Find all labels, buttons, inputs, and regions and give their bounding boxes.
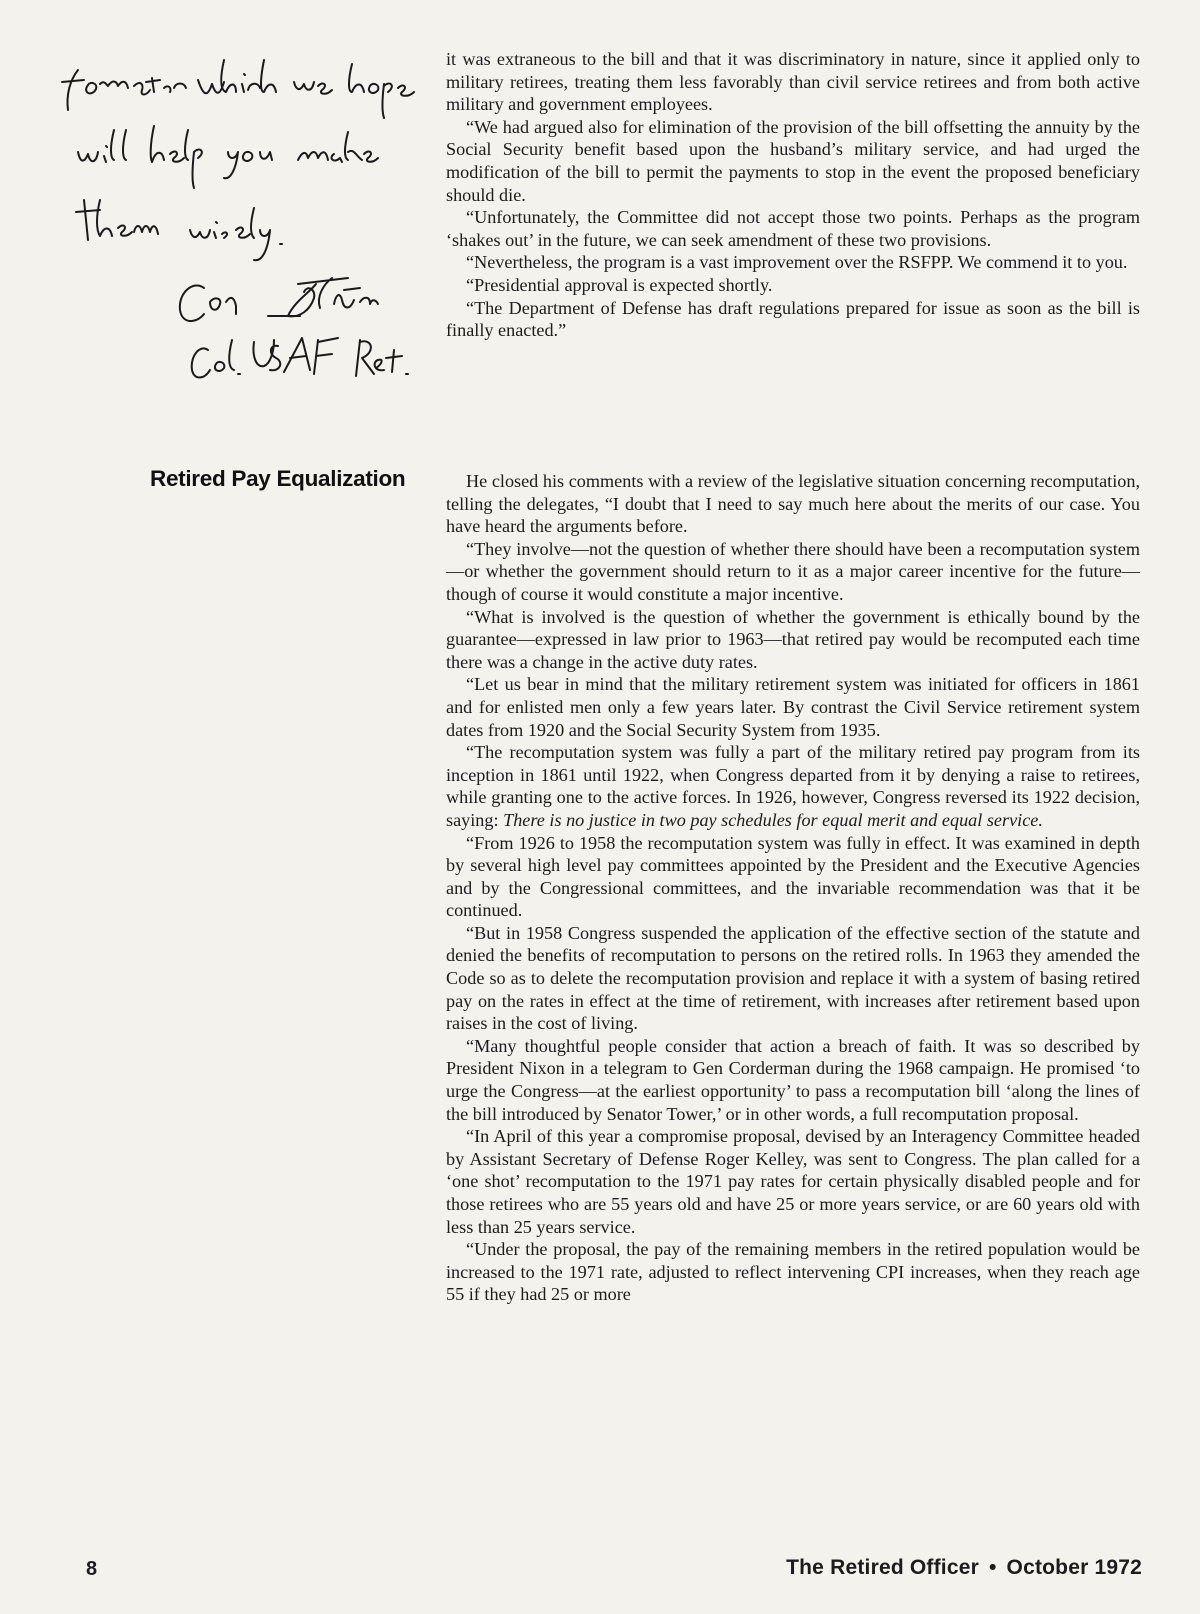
article-column-main	[446, 470, 1140, 1306]
handwritten-note	[48, 40, 418, 400]
paragraph: “We had argued also for elimination of the provision of the bill offsetting the annuity by the Social Security benefit based upon the husband’s military service, and had urged the modification of the bill to permit the payments to stop in the event the proposed beneficiary should die.	[446, 116, 1140, 205]
article-column-top	[446, 48, 1140, 342]
paragraph: it was extraneous to the bill and that it was discriminatory in nature, since it applied only to military retirees, treating them less favorably than civil service retirees and from both active military and government employees.	[446, 49, 1140, 115]
paragraph: “Nevertheless, the program is a vast improvement over the RSFPP. We commend it to you.	[466, 252, 1128, 273]
paragraph: “Under the proposal, the pay of the remaining members in the retired population would be increased to the 1971 rate, adjusted to reflect intervening CPI increases, when they reach age 55 if they had 25 or more	[446, 1239, 1140, 1305]
section-heading: Retired Pay Equalization	[150, 466, 406, 491]
paragraph: “Let us bear in mind that the military retirement system was initiated for officers in 1861 and for enlisted men only a few years later. By contrast the Civil Service retirement system dates from 1920 and the Social Security System from 1935.	[446, 674, 1140, 740]
paragraph: “Many thoughtful people consider that action a breach of faith. It was so described by President Nixon in a telegram to Gen Corderman during the 1968 campaign. He promised ‘to urge the Congress—at the earliest opportunity’ to pass a recomputation bill ‘along the lines of the bill introduced by Senator Tower,’ or in other words, a full recomputation proposal.	[446, 1035, 1140, 1124]
footer-separator: •	[988, 1556, 997, 1579]
publication-name: The Retired Officer	[786, 1556, 979, 1579]
paragraph: “But in 1958 Congress suspended the application of the effective section of the statute and denied the benefits of recomputation to persons on the retired rolls. In 1963 they amended the Code so as to delete the recomputation provision and replace it with a system of basing retired pay on the rates in effect at the time of retirement, with increases after retirement based upon raises in the cost of living.	[446, 922, 1140, 1034]
paragraph: “In April of this year a compromise proposal, devised by an Interagency Committee headed by Assistant Secretary of Defense Roger Kelley, was sent to Congress. The plan called for a ‘one shot’ recomputation to the 1971 pay rates for certain physically disabled people and for those retirees who are 55 years old and have 25 or more years service, or are 60 years old with less than 25 years service.	[446, 1126, 1140, 1237]
italic-quote: There is no justice in two pay schedules for equal merit and equal service.	[503, 809, 1043, 830]
paragraph: “Unfortunately, the Committee did not accept those two points. Perhaps as the program ‘shakes out’ in the future, we can seek amendment of these two provisions.	[446, 207, 1140, 250]
paragraph: “Presidential approval is expected shortly.	[466, 274, 773, 295]
paragraph: “The Department of Defense has draft regulations prepared for issue as soon as the bill is finally enacted.”	[446, 297, 1140, 341]
issue-date: October 1972	[1006, 1556, 1142, 1579]
paragraph: “They involve—not the question of whether there should have been a recomputation system—or whether the government should return to it as a major career incentive for the future—though of course it would constitute a major incentive.	[446, 538, 1140, 604]
paragraph: “What is involved is the question of whether the government is ethically bound by the guarantee—expressed in law prior to 1963—that retired pay would be recomputed each time there was a change in the active duty rates.	[446, 606, 1140, 672]
paragraph-with-quote	[446, 741, 1140, 831]
paragraph: He closed his comments with a review of the legislative situation concerning recomputation, telling the delegates, “I doubt that I need to say much here about the merits of our case. You have heard the arguments before.	[446, 471, 1140, 537]
page-number: 8	[86, 1558, 98, 1580]
running-footer	[786, 1556, 1142, 1580]
paragraph: “From 1926 to 1958 the recomputation system was fully in effect. It was examined in depth by several high level pay committees appointed by the President and the Executive Agencies and by the Congressional committees, and the invariable recommendation was that it be continued.	[446, 832, 1140, 921]
paragraph-text: “The recomputation system was fully a part of the military retired pay program from its inception in 1861 until 1922, when Congress departed from it by denying a raise to retirees, while granting one to the active forces. In 1926, however, Congress reversed its 1922 decision, saying:	[446, 742, 1140, 830]
handwritten-note-scribble	[48, 40, 418, 400]
